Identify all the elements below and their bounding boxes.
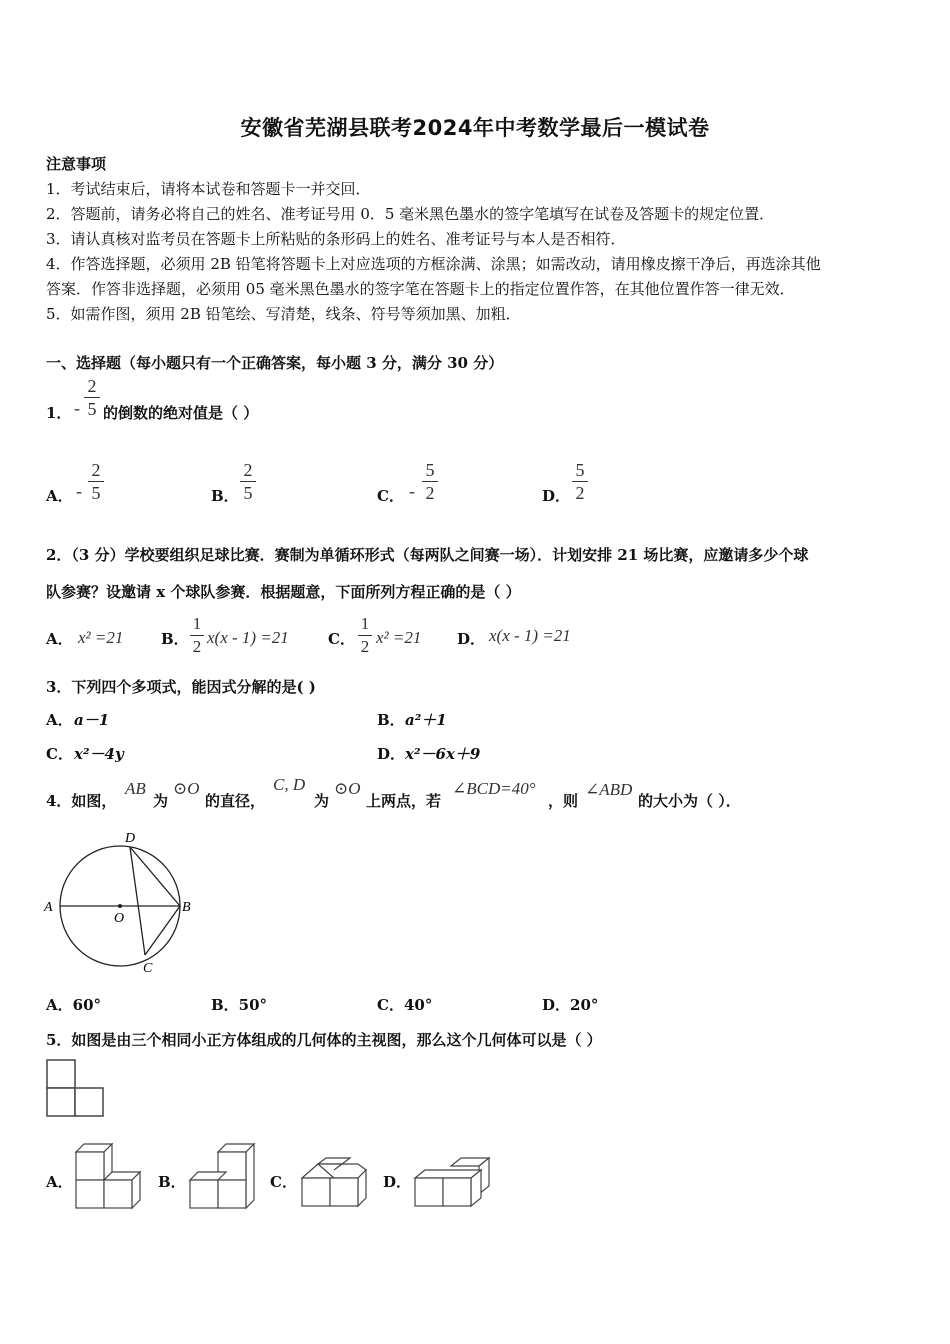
q3-option-b-expr: a²＋1	[405, 711, 447, 729]
q1-option-c-den: 2	[425, 483, 435, 503]
label-d: D	[125, 831, 136, 846]
q5-option-d-figure	[411, 1156, 495, 1212]
q1-fraction	[84, 376, 100, 419]
q1-option-b-fraction	[240, 460, 256, 503]
q2-option-d-expr: x(x - 1) =21	[489, 626, 571, 645]
q4-angle-abd: ∠ABD	[585, 780, 633, 799]
center-point	[118, 904, 122, 908]
q5-option-b-figure	[186, 1138, 258, 1212]
q1-text: 的倒数的绝对值是（ ）	[103, 404, 259, 422]
q4-stem-part5: 上两点，若	[366, 792, 442, 810]
q2-stem-line1: 2．（3 分）学校要组织足球比赛．赛制为单循环形式（每两队之间赛一场）．计划安排 21 场比赛，应邀请多少个球	[46, 546, 809, 564]
q1-option-b-label: B．	[211, 487, 239, 505]
q3-option-c-expr: x²－4y	[74, 745, 124, 763]
q4-circle-o-2: ⊙O	[334, 779, 361, 798]
q1-option-b-num: 2	[243, 460, 253, 480]
q5-option-c-figure	[298, 1156, 370, 1212]
q2-option-c-num: 1	[360, 614, 370, 633]
q1-option-c-num: 5	[425, 460, 435, 480]
q1-option-a-den: 5	[91, 483, 101, 503]
q2-option-b-expr: x(x - 1) =21	[207, 628, 289, 647]
q1-option-c-fraction	[422, 460, 438, 503]
q3-option-d-expr: x²－6x＋9	[405, 745, 481, 763]
label-a: A	[44, 900, 53, 915]
q1-option-a-minus: -	[76, 481, 82, 501]
q4-option-a: A．60°	[46, 996, 102, 1014]
q1-option-c-label: C．	[377, 487, 404, 505]
q2-option-b-label: B．	[161, 630, 189, 648]
q1-option-d-fraction	[572, 460, 588, 503]
q2-option-c-den: 2	[360, 637, 370, 656]
q3-option-d-label: D．	[377, 745, 406, 763]
notice-item-3: 3．请认真核对监考员在答题卡上所粘贴的条形码上的姓名、准考证号与本人是否相符．	[46, 230, 626, 248]
label-o: O	[114, 911, 125, 926]
q1-frac-num: 2	[87, 376, 97, 396]
circle-geometry-figure	[40, 826, 210, 981]
q2-option-c-expr: x² =21	[376, 628, 422, 647]
q3-option-b-label: B．	[377, 711, 405, 729]
notice-item-4-cont: 答案．作答非选择题，必须用 05 毫米黑色墨水的签字笔在答题卡上的指定位置作答，在其他位置作答一律无效．	[46, 280, 795, 298]
q4-stem-part6: ，则	[548, 792, 579, 810]
q4-option-b: B．50°	[211, 996, 268, 1014]
q4-stem-part1: 4．如图，	[46, 792, 117, 810]
q4-stem-part7: 的大小为（ ）．	[638, 792, 741, 810]
q4-stem-part3: 的直径，	[205, 792, 266, 810]
q3-option-a-expr: a－1	[74, 711, 110, 729]
q5-option-b-label: B．	[158, 1173, 186, 1191]
q2-option-c-label: C．	[328, 630, 355, 648]
notice-item-1: 1．考试结束后，请将本试卷和答题卡一并交回．	[46, 180, 371, 198]
notice-heading: 注意事项	[46, 155, 107, 173]
q3-stem: 3．下列四个多项式，能因式分解的是( )	[46, 678, 316, 696]
q2-option-b-den: 2	[192, 637, 202, 656]
chord-dc	[130, 847, 145, 955]
q1-option-d-den: 2	[575, 483, 585, 503]
q4-circle-o-1: ⊙O	[173, 779, 200, 798]
q4-stem-part2: 为	[153, 792, 169, 810]
q1-option-c-minus: -	[409, 481, 415, 501]
page-title: 安徽省芜湖县联考2024年中考数学最后一模试卷	[240, 116, 710, 140]
q2-option-b-fraction	[190, 614, 204, 657]
notice-item-5: 5．如需作图，须用 2B 铅笔绘、写清楚，线条、符号等须加黑、加粗．	[46, 305, 521, 323]
q2-option-d-label: D．	[457, 630, 486, 648]
q2-option-a-expr: x² =21	[78, 628, 124, 647]
q5-option-a-label: A．	[46, 1173, 73, 1191]
q1-option-a-label: A．	[46, 487, 73, 505]
q4-stem-part4: 为	[314, 792, 330, 810]
label-c: C	[143, 961, 153, 976]
q5-option-a-figure	[72, 1138, 144, 1212]
q5-option-c-label: C．	[270, 1173, 297, 1191]
q5-stem: 5．如图是由三个相同小正方体组成的几何体的主视图，那么这个几何体可以是（ ）	[46, 1031, 602, 1049]
notice-item-4: 4．作答选择题，必须用 2B 铅笔将答题卡上对应选项的方框涂满、涂黑；如需改动，请用橡皮擦干净后，再选涂其他	[46, 255, 821, 273]
q4-cd: C, D	[273, 775, 306, 794]
label-b: B	[182, 900, 191, 915]
q2-option-b-num: 1	[192, 614, 202, 633]
q3-option-c-label: C．	[46, 745, 73, 763]
q1-option-b-den: 5	[243, 483, 253, 503]
q5-option-d-label: D．	[383, 1173, 412, 1191]
q1-option-a-fraction	[88, 460, 104, 503]
q4-option-c: C．40°	[377, 996, 433, 1014]
q1-number: 1．	[46, 404, 72, 422]
section-heading: 一、选择题（每小题只有一个正确答案，每小题 3 分，满分 30 分）	[46, 354, 504, 372]
q4-angle-bcd: ∠BCD=40°	[452, 779, 536, 798]
q4-ab: AB	[125, 779, 146, 798]
q1-option-a-num: 2	[91, 460, 101, 480]
notice-item-2: 2．答题前，请务必将自己的姓名、准考证号用 0．5 毫米黑色墨水的签字笔填写在试卷及答题卡的规定位置．	[46, 205, 775, 223]
q3-option-a-label: A．	[46, 711, 73, 729]
front-view-figure	[44, 1058, 106, 1118]
q2-option-c-fraction	[358, 614, 372, 657]
q4-option-d: D．20°	[542, 996, 599, 1014]
q1-minus: -	[74, 398, 80, 418]
q2-option-a-label: A．	[46, 630, 73, 648]
q1-option-d-label: D．	[542, 487, 571, 505]
q1-frac-den: 5	[87, 399, 97, 419]
q1-option-d-num: 5	[575, 460, 585, 480]
q2-stem-line2: 队参赛？设邀请 x 个球队参赛．根据题意，下面所列方程正确的是（ ）	[46, 583, 521, 601]
